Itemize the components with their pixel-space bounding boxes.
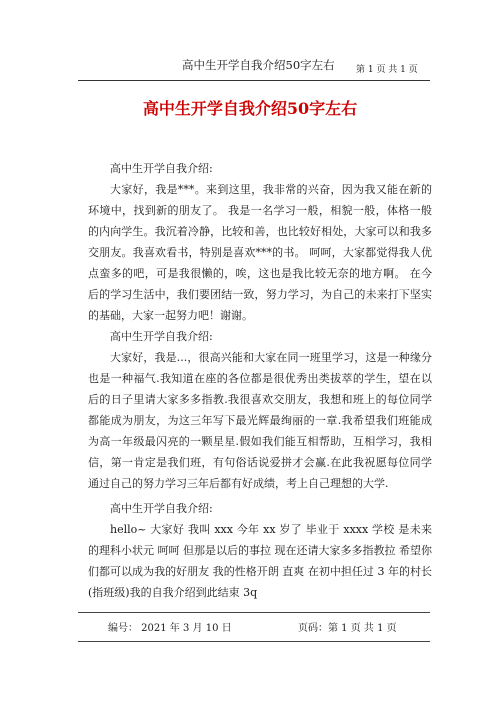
section-heading: 高中生开学自我介绍: xyxy=(110,162,213,175)
section-paragraph: 大家好，我是...，很高兴能和大家在同一班里学习，这是一种缘分也是一种福气.我知道在座的各位都是很优秀出类拔萃的学生，望在以后的日子里请大家多多指教.我很喜欢交朋友，我想和班上的每位同学都能成为朋友，为这三年写下最光辉最绚丽的一章.我希望我们班能成为高一年级最闪亮的一颗星星.假如我们能互相帮助，互相学习，我相信，第一肯定是我们班，有句俗话说爱拼才会赢.在此我祝愿每位同学通过自己的努力学习三年后都有好成绩，考上自己理想的大学. xyxy=(88,351,432,490)
page-footer xyxy=(78,613,430,635)
section-3 xyxy=(88,498,432,603)
header-title: 高中生开学自我介绍50字左右 xyxy=(182,58,335,72)
document-body xyxy=(88,158,432,603)
section-2 xyxy=(88,326,432,494)
section-paragraph: 大家好，我是***。来到这里，我非常的兴奋，因为我又能在新的环境中，找到新的朋友了。 我是一名学习一般，相貌一般，体格一般的内向学生。我沉着冷静，比较和善，也比较好相处，大家可以和我多交朋友。我喜欢看书，特别是喜欢***的书。 呵呵，大家都觉得我人优点蛮多的吧，可是我很懒的，唉，这也是我比较无奈的地方啊。 在今后的学习生活中，我们要团结一致，努力学习，为自己的未来打下坚实的基础，大家一起努力吧！谢谢。 xyxy=(88,183,432,322)
footer-page-info: 页码：第 1 页 共 1 页 xyxy=(298,623,397,634)
section-paragraph: hello~ 大家好 我叫 xxx 今年 xx 岁了 毕业于 xxxx 学校 是未来的理科小状元 呵呵 但那是以后的事拉 现在还请大家多多指教拉 希望你们都可以成为我的好朋友 我的性格开朗 直爽 在初中担任过 3 年的村长(指班级)我的自我介绍到此结束 3q xyxy=(88,523,432,599)
header-page-info: 第 1 页 共 1 页 xyxy=(356,65,418,75)
section-heading: 高中生开学自我介绍: xyxy=(110,502,213,515)
document-title: 高中生开学自我介绍50字左右 xyxy=(142,99,358,118)
footer-bottom-divider xyxy=(78,641,430,642)
header-divider xyxy=(78,80,430,81)
section-1 xyxy=(88,158,432,326)
footer-number: 编号： 2021 年 3 月 10 日 xyxy=(108,623,232,634)
section-heading: 高中生开学自我介绍: xyxy=(110,330,213,343)
page-header xyxy=(0,0,500,80)
